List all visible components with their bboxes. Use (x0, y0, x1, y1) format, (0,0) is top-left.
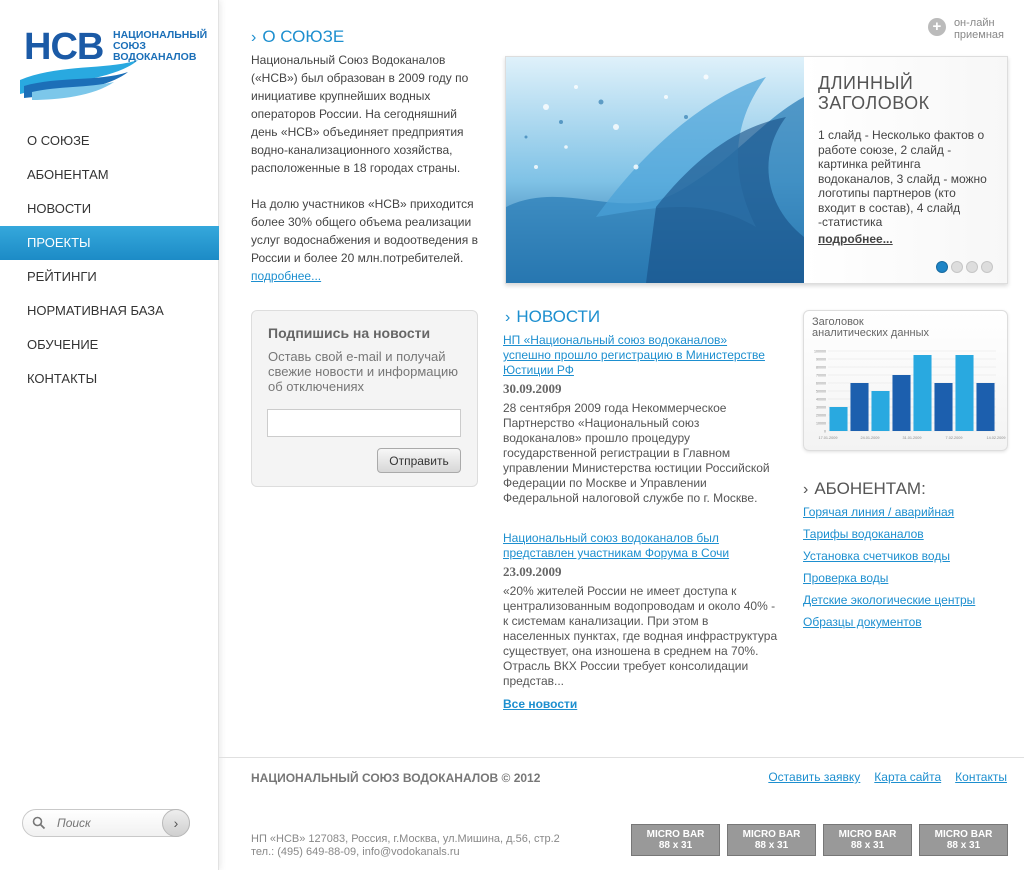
slider-dot-2[interactable] (951, 261, 963, 273)
y-tick-label: 50000 (816, 389, 826, 394)
search-submit-button[interactable] (162, 809, 190, 837)
banner-line-1: MICRO BAR (838, 829, 897, 840)
micro-banner[interactable] (919, 824, 1008, 856)
bar-chart (804, 347, 1009, 447)
y-tick-label: 40000 (816, 397, 826, 402)
slider-image (506, 57, 804, 283)
list-item (803, 591, 975, 613)
news-item (503, 531, 778, 689)
banner-line-2: 88 x 31 (658, 840, 693, 851)
search-box (22, 809, 190, 837)
sitemap-link[interactable]: Карта сайта (874, 770, 942, 784)
online-line-2: приемная (953, 29, 1004, 41)
slider-dot-1[interactable] (936, 261, 948, 273)
chart-bar (913, 355, 931, 431)
banner-line-2: 88 x 31 (850, 840, 885, 851)
micro-banner[interactable] (727, 824, 816, 856)
all-news-link[interactable]: Все новости (503, 697, 578, 711)
request-link[interactable]: Оставить заявку (768, 770, 861, 784)
subscribe-title: Подпишись на новости (268, 325, 431, 341)
search-icon (32, 816, 46, 830)
tariffs-link[interactable]: Тарифы водоканалов (803, 527, 924, 541)
micro-banner[interactable] (823, 824, 912, 856)
about-more-link[interactable]: подробнее... (251, 269, 322, 283)
logo-abbr: НСВ (24, 26, 104, 68)
x-tick-label: 17.01.2009 (818, 436, 838, 440)
subscribe-description: Оставь свой e-mail и получай свежие новости и информацию об отключениях (268, 349, 458, 394)
banner-line-2: 88 x 31 (754, 840, 789, 851)
micro-banner[interactable] (631, 824, 720, 856)
chart-title-line-1: Заголовок (812, 316, 864, 328)
eco-centers-link[interactable]: Детские экологические центры (803, 593, 976, 607)
address-line: НП «НСВ» 127083, Россия, г.Москва, ул.Мишина, д.56, стр.2 (251, 833, 560, 845)
y-tick-label: 10000 (816, 421, 826, 426)
list-item (803, 547, 975, 569)
y-tick-label: 90000 (816, 357, 826, 362)
slider-dot-3[interactable] (966, 261, 978, 273)
menu-item-subscribers[interactable]: АБОНЕНТАМ (27, 167, 109, 182)
slide-caption (804, 57, 1007, 283)
menu-item-news[interactable]: НОВОСТИ (27, 201, 92, 216)
menu-item-ratings[interactable]: РЕЙТИНГИ (27, 269, 97, 284)
chart-bar (850, 383, 868, 431)
analytics-chart-widget[interactable] (803, 310, 1008, 451)
slide-text: 1 слайд - Несколько фактов о работе союзе, 2 слайд - картинка рейтинга водоканалов, 3 слайд - можно логотипы партнеров (кто входит в состав), 4 слайд -статистика (818, 128, 987, 229)
news-date: 23.09.2009 (503, 564, 562, 579)
news-body: «20% жителей России не имеет доступа к централизованным водопроводам и около 40% - к системам канализации. При этом в населенных пунктах, где водная инфраструктура существует, она изношена в среднем на 70%. Отрасль ВКХ России требует консолидации представ... (503, 584, 778, 688)
chart-title-line-2: аналитических данных (812, 327, 930, 339)
subscribe-submit-button[interactable]: Отправить (377, 448, 461, 473)
subscribe-box (251, 310, 478, 487)
chart-title (812, 317, 929, 339)
site-logo[interactable] (18, 24, 208, 102)
banner-line-1: MICRO BAR (742, 829, 801, 840)
news-title-link[interactable]: НП «Национальный союз водоканалов» успешно прошло регистрацию в Министерстве Юстиции РФ (503, 333, 765, 377)
menu-item-projects[interactable]: ПРОЕКТЫ (0, 226, 219, 260)
y-tick-label: 80000 (816, 365, 826, 370)
email-field[interactable] (267, 409, 461, 437)
news-item (503, 333, 778, 506)
chart-bar (934, 383, 952, 431)
logo-line-3: ВОДОКАНАЛОВ (113, 51, 197, 63)
documents-link[interactable]: Образцы документов (803, 615, 922, 629)
slide-more-link[interactable]: подробнее... (818, 231, 893, 246)
online-reception-link[interactable] (932, 17, 1004, 41)
y-tick-label: 70000 (816, 373, 826, 378)
banner-line-2: 88 x 31 (946, 840, 981, 851)
banner-line-1: MICRO BAR (646, 829, 705, 840)
chevron-right-icon: › (173, 815, 179, 831)
news-body: 28 сентября 2009 года Некоммерческое Партнерство «Национальный союз водоканалов» прошло процедуру государственной регистрации в Главном управлении Министерства юстиции Российской Федерации по Москве и Управлении Федеральной налоговой службе по г. Москве. (503, 401, 770, 505)
water-check-link[interactable]: Проверка воды (803, 571, 889, 585)
hero-slider (505, 56, 1008, 284)
news-list (503, 333, 778, 689)
menu-item-contacts[interactable]: КОНТАКТЫ (27, 371, 98, 386)
chevron-right-icon: › (251, 29, 257, 46)
copyright: НАЦИОНАЛЬНЫЙ СОЮЗ ВОДОКАНАЛОВ © 2012 (251, 771, 541, 785)
menu-item-training[interactable]: ОБУЧЕНИЕ (27, 337, 99, 352)
banner-line-1: MICRO BAR (934, 829, 993, 840)
subscribers-links (803, 503, 975, 635)
about-paragraph-1: Национальный Союз Водоканалов («НСВ») был образован в 2009 году по инициативе крупнейших водных операторов России. На сегодняшний день «НСВ» объединяет предприятия водно-канализационного хозяйства, расположенные в 18 городах страны. (251, 53, 469, 175)
contacts-link[interactable]: Контакты (955, 770, 1007, 784)
logo-text (113, 30, 207, 63)
x-tick-label: 7.02.2009 (945, 436, 963, 440)
about-heading-text: О СОЮЗЕ (262, 27, 345, 46)
chart-bar (892, 375, 910, 431)
footer-banners (631, 824, 1008, 856)
list-item (803, 525, 975, 547)
logo-line-2: СОЮЗ (113, 40, 146, 52)
chart-bar (871, 391, 889, 431)
x-tick-label: 31.01.2009 (902, 436, 922, 440)
slider-pagination (936, 261, 993, 273)
slider-dot-4[interactable] (981, 261, 993, 273)
menu-item-about[interactable]: О СОЮЗЕ (27, 133, 90, 148)
water-splash-image (506, 57, 804, 283)
main-menu (0, 124, 219, 396)
about-paragraph-2: На долю участников «НСВ» приходится более 30% общего объема реализации услуг водоснабжения и водоотведения в России и более 20 млн.потребителей. (251, 197, 478, 265)
sidebar (0, 0, 219, 870)
slide-title: ДЛИННЫЙ ЗАГОЛОВОК (818, 73, 930, 113)
chevron-right-icon: › (505, 309, 511, 326)
phone-email-line: тел.: (495) 649-88-09, info@vodokanals.ru (251, 846, 460, 858)
plus-icon: + (928, 18, 946, 36)
meters-link[interactable]: Установка счетчиков воды (803, 549, 950, 563)
footer-links (768, 770, 1007, 784)
list-item (803, 503, 975, 525)
news-date: 30.09.2009 (503, 381, 562, 396)
news-heading-text: НОВОСТИ (516, 307, 601, 326)
y-tick-label: 0 (824, 429, 826, 434)
subscribers-heading (803, 479, 926, 499)
chart-bar (955, 355, 973, 431)
footer-address (251, 833, 560, 859)
x-tick-label: 14.02.2009 (986, 436, 1006, 440)
list-item (803, 569, 975, 591)
about-text (251, 51, 479, 285)
subscribers-heading-text: АБОНЕНТАМ: (814, 479, 926, 498)
news-title-link[interactable]: Национальный союз водоканалов был представлен участникам Форума в Сочи (503, 531, 730, 560)
search-input[interactable] (57, 814, 157, 832)
y-tick-label: 30000 (816, 405, 826, 410)
y-tick-label: 60000 (816, 381, 826, 386)
chart-bar (976, 383, 994, 431)
logo-line-1: НАЦИОНАЛЬНЫЙ (113, 29, 208, 41)
news-heading (505, 307, 600, 327)
hotline-link[interactable]: Горячая линия / аварийная (803, 505, 955, 519)
x-tick-label: 24.01.2009 (860, 436, 880, 440)
chart-bar (829, 407, 847, 431)
menu-item-regulations[interactable]: НОРМАТИВНАЯ БАЗА (27, 303, 164, 318)
footer-divider (219, 757, 1024, 758)
y-tick-label: 100000 (814, 349, 826, 354)
list-item (803, 613, 975, 635)
online-line-1: он-лайн (953, 17, 995, 29)
about-heading (251, 27, 344, 47)
chevron-right-icon: › (803, 481, 809, 498)
y-tick-label: 20000 (816, 413, 826, 418)
